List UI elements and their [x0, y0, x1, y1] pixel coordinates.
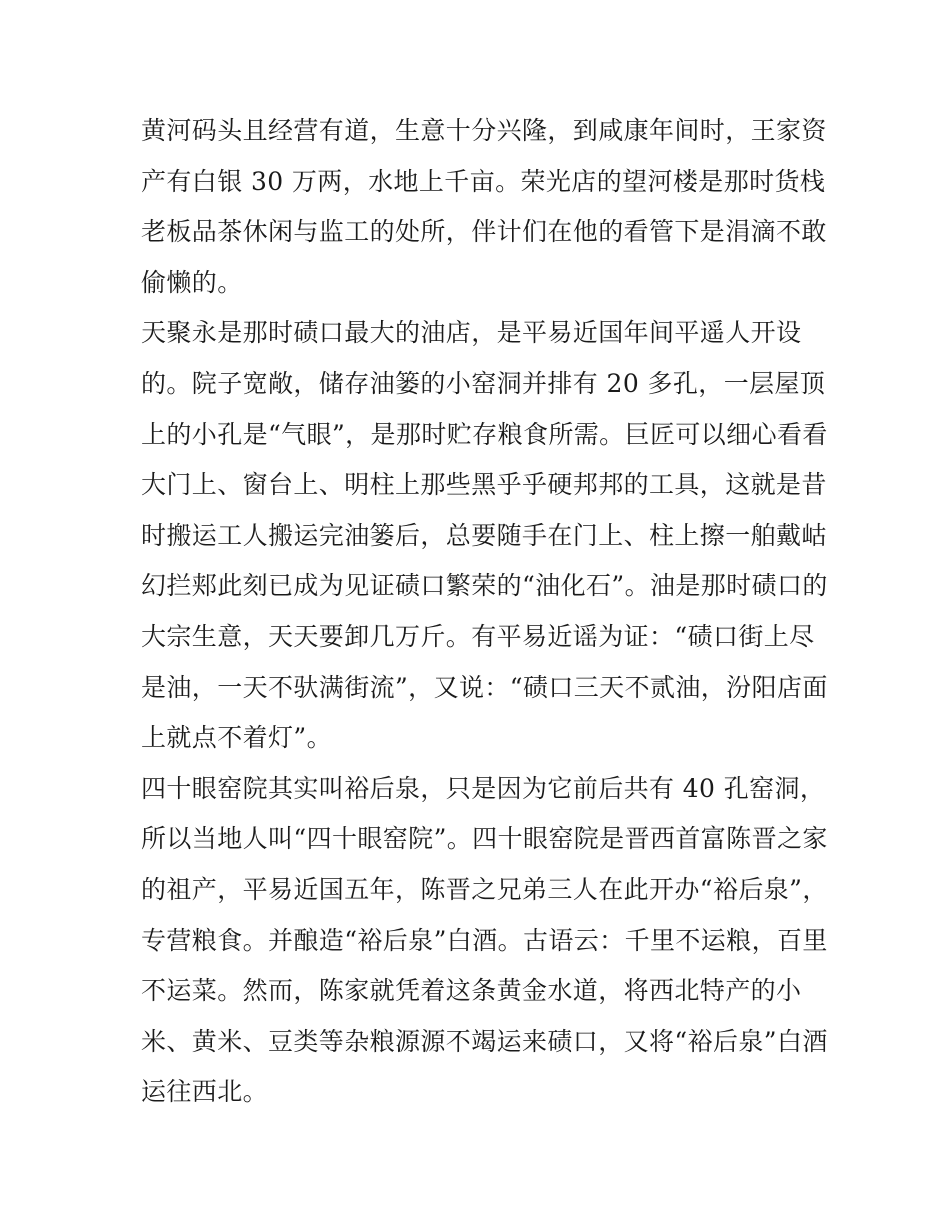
text-line: 上就点不着灯”。 — [141, 723, 332, 753]
text-line: 的。院子宽敞，储存油篓的小窑洞并排有 20 多孔，一层屋顶 — [141, 368, 826, 398]
text-line: 专营粮食。并酿造“裕后泉”白酒。古语云：千里不运粮，百里 — [141, 925, 828, 955]
text-line: 四十眼窑院其实叫裕后泉，只是因为它前后共有 40 孔窑洞， — [141, 773, 826, 803]
text-line: 运往西北。 — [141, 1077, 269, 1107]
text-line: 幻拦郏此刻已成为见证碛口繁荣的“油化石”。油是那时碛口的 — [141, 571, 828, 601]
text-line: 偷懒的。 — [141, 267, 243, 297]
text-line: 大宗生意，天天要卸几万斤。有平易近谣为证：“碛口街上尽 — [141, 621, 815, 651]
text-line: 黄河码头且经营有道，生意十分兴隆，到咸康年间时，王家资 — [141, 116, 827, 145]
text-line: 时搬运工人搬运完油篓后，总要随手在门上、柱上擦一舶戴岵 — [141, 520, 827, 550]
text-line: 上的小孔是“气眼”，是那时贮存粮食所需。巨匠可以细心看看 — [141, 419, 828, 449]
text-line: 米、黄米、豆类等杂粮源源不竭运来碛口，又将“裕后泉”白酒 — [141, 1026, 828, 1056]
text-line: 产有白银 30 万两，水地上千亩。荣光店的望河楼是那时货栈 — [141, 166, 826, 196]
text-line: 老板品茶休闲与监工的处所，伴计们在他的看管下是涓滴不敢 — [141, 217, 827, 247]
text-line: 是油，一天不驮满街流”，又说：“碛口三天不贰油，汾阳店面 — [141, 672, 828, 702]
text-line: 所以当地人叫“四十眼窑院”。四十眼窑院是晋西首富陈晋之家 — [141, 824, 828, 854]
body-text — [141, 106, 828, 1118]
text-line: 不运菜。然而，陈家就凭着这条黄金水道，将西北特产的小 — [141, 976, 802, 1006]
text-line: 天聚永是那时碛口最大的油店，是平易近国年间平遥人开设 — [141, 318, 802, 348]
text-line: 的祖产，平易近国五年，陈晋之兄弟三人在此开办“裕后泉”， — [141, 874, 828, 904]
text-line: 大门上、窗台上、明柱上那些黑乎乎硬邦邦的工具，这就是昔 — [141, 470, 827, 500]
